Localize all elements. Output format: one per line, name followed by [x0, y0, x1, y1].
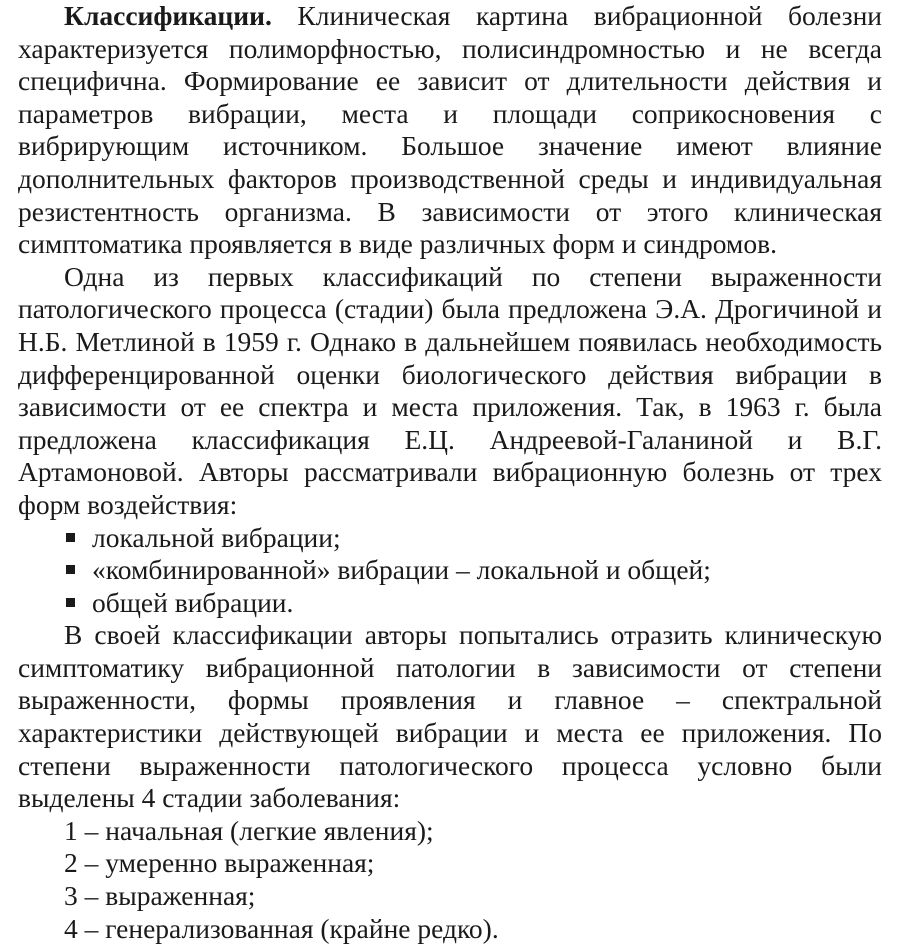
- paragraph-text: Одна из первых классификаций по степени выраженности патологического процесса (стадии) была предложена Э.А. Дрогичиной и Н.Б. Метлиной в 1959 г. Однако в дальнейшем появилась необходимость дифференцированной оценки биологического действия вибрации в зависимости от ее спектра и места приложения. Так, в 1963 г. была предложена классификация Е.Ц. Андреевой-Галаниной и В.Г. Артамоновой. Авторы рассматривали вибрационную болезнь от трех форм воздействия:: [18, 260, 882, 520]
- bullet-square-icon: [66, 533, 75, 542]
- list-item-text: локальной вибрации;: [92, 521, 341, 553]
- paragraph-stages-intro: [18, 619, 882, 815]
- list-item: 4 – генерализованная (крайне редко).: [64, 912, 499, 944]
- stages-list: [18, 815, 882, 945]
- list-item: [64, 522, 882, 555]
- section-heading: Классификации.: [64, 0, 272, 31]
- list-item: [64, 554, 882, 587]
- paragraph-history: [18, 261, 882, 522]
- list-item: 3 – выраженная;: [64, 880, 256, 912]
- paragraph-classifications: [18, 0, 882, 261]
- list-item: [64, 587, 882, 620]
- list-item-text: общей вибрации.: [92, 586, 294, 618]
- forms-list: [18, 522, 882, 620]
- list-item: 2 – умеренно выраженная;: [64, 847, 375, 879]
- bullet-square-icon: [66, 598, 75, 607]
- bullet-square-icon: [66, 565, 75, 574]
- paragraph-text: В своей классификации авторы попытались отразить клиническую симптоматику вибрационной патологии в зависимости от степени выраженности, формы проявления и главное – спектральной характеристики действующей вибрации и места ее приложения. По степени выраженности патологического процесса условно были выделены 4 стадии заболевания:: [18, 619, 882, 814]
- list-item-text: «комбинированной» вибрации – локальной и общей;: [92, 554, 711, 586]
- paragraph-text: Клиническая картина вибрационной болезни характеризуется полиморфностью, полисиндромностью и не всегда специфична. Формирование ее зависит от длительности действия и параметров вибрации, места и площади соприкосновения с вибрирующим источником. Большое значение имеют влияние дополнительных факторов производственной среды и индивидуальная резистентность организма. В зависимости от этого клиническая симптоматика проявляется в виде различных форм и синдромов.: [18, 0, 882, 260]
- list-item: 1 – начальная (легкие явления);: [64, 814, 434, 846]
